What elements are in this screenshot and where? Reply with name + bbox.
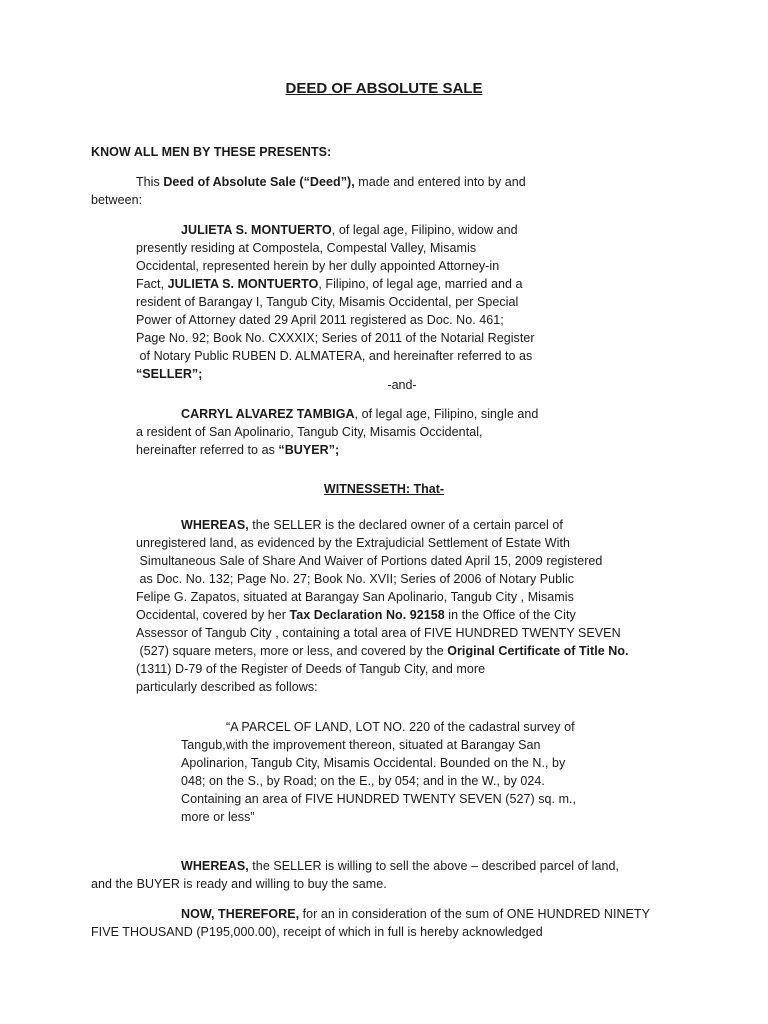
whereas1-line-3: Simultaneous Sale of Share And Waiver of Portions dated April 15, 2009 registered bbox=[136, 554, 603, 568]
document-title: DEED OF ABSOLUTE SALE bbox=[285, 80, 483, 97]
whereas1-line-7: Assessor of Tangub City , containing a total area of FIVE HUNDRED TWENTY SEVEN bbox=[136, 626, 621, 640]
buyer-line-2: a resident of San Apolinario, Tangub City, Misamis Occidental, bbox=[136, 425, 483, 439]
seller-line-1: JULIETA S. MONTUERTO, of legal age, Filipino, widow and bbox=[181, 223, 518, 237]
para1-line-2: between: bbox=[91, 193, 143, 207]
seller-line-7: Page No. 92; Book No. CXXXIX; Series of 2011 of the Notarial Register bbox=[136, 331, 535, 345]
seller-line-9: “SELLER”; bbox=[136, 367, 203, 381]
whereas1-line-9: (1311) D-79 of the Register of Deeds of Tangub City, and more bbox=[136, 662, 486, 676]
now-line-2: FIVE THOUSAND (P195,000.00), receipt of which in full is hereby acknowledged bbox=[91, 925, 543, 939]
buyer-line-1: CARRYL ALVAREZ TAMBIGA, of legal age, Filipino, single and bbox=[181, 407, 539, 421]
seller-line-5: resident of Barangay I, Tangub City, Misamis Occidental, per Special bbox=[136, 295, 519, 309]
whereas2-line-1: WHEREAS, the SELLER is willing to sell the above – described parcel of land, bbox=[181, 859, 620, 873]
whereas1-line-2: unregistered land, as evidenced by the Extrajudicial Settlement of Estate With bbox=[136, 536, 570, 550]
intro-heading: KNOW ALL MEN BY THESE PRESENTS: bbox=[91, 145, 332, 159]
whereas1-line-4: as Doc. No. 132; Page No. 27; Book No. XVII; Series of 2006 of Notary Public bbox=[136, 572, 575, 586]
quote-line-5: Containing an area of FIVE HUNDRED TWENTY SEVEN (527) sq. m., bbox=[181, 792, 577, 806]
whereas1-line-5: Felipe G. Zapatos, situated at Barangay San Apolinario, Tangub City , Misamis bbox=[136, 590, 574, 604]
whereas1-line-6: Occidental, covered by her Tax Declaration No. 92158 in the Office of the City bbox=[136, 608, 576, 622]
whereas1-line-10: particularly described as follows: bbox=[136, 680, 318, 694]
seller-line-8: of Notary Public RUBEN D. ALMATERA, and hereinafter referred to as bbox=[136, 349, 533, 363]
and-separator: -and- bbox=[387, 378, 417, 392]
quote-line-4: 048; on the S., by Road; on the E., by 054; and in the W., by 024. bbox=[181, 774, 545, 788]
seller-line-6: Power of Attorney dated 29 April 2011 registered as Doc. No. 461; bbox=[136, 313, 504, 327]
seller-line-4: Fact, JULIETA S. MONTUERTO, Filipino, of legal age, married and a bbox=[136, 277, 523, 291]
whereas1-line-8: (527) square meters, more or less, and covered by the Original Certificate of Title No. bbox=[136, 644, 629, 658]
seller-line-3: Occidental, represented herein by her dully appointed Attorney-in bbox=[136, 259, 500, 273]
now-line-1: NOW, THEREFORE, for an in consideration of the sum of ONE HUNDRED NINETY bbox=[181, 907, 651, 921]
buyer-line-3: hereinafter referred to as “BUYER”; bbox=[136, 443, 340, 457]
quote-line-6: more or less” bbox=[181, 810, 255, 824]
quote-line-3: Apolinarion, Tangub City, Misamis Occidental. Bounded on the N., by bbox=[181, 756, 566, 770]
para1-line-1: This Deed of Absolute Sale (“Deed”), made and entered into by and bbox=[136, 175, 526, 189]
quote-line-1: “A PARCEL OF LAND, LOT NO. 220 of the cadastral survey of bbox=[226, 720, 575, 734]
seller-line-2: presently residing at Compostela, Compestal Valley, Misamis bbox=[136, 241, 477, 255]
witnesseth-heading: WITNESSETH: That- bbox=[323, 482, 445, 496]
whereas1-line-1: WHEREAS, the SELLER is the declared owner of a certain parcel of bbox=[181, 518, 563, 532]
quote-line-2: Tangub,with the improvement thereon, situated at Barangay San bbox=[181, 738, 541, 752]
whereas2-line-2: and the BUYER is ready and willing to buy the same. bbox=[91, 877, 387, 891]
